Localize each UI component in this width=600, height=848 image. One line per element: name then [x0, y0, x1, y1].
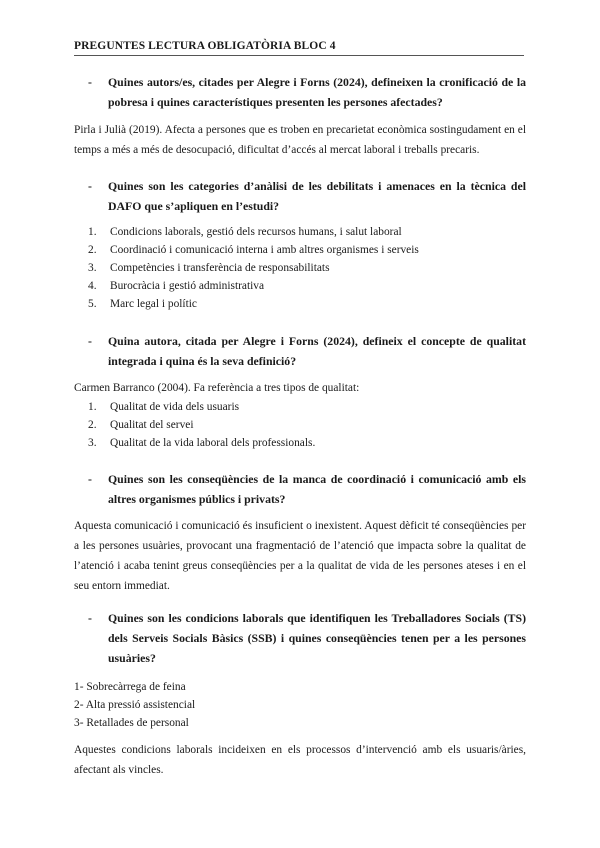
list-item — [88, 277, 528, 295]
list-item-text: Qualitat de la vida laboral dels professionals. — [110, 437, 316, 449]
question-2-text: Quines son les categories d’anàlisi de les debilitats i amenaces en la tècnica del DAFO que s’apliquen en l’estudi? — [108, 179, 526, 213]
question-3 — [88, 331, 526, 371]
list-item: 3- Retallades de personal — [74, 717, 189, 729]
list-item — [88, 398, 528, 416]
question-4-text: Quines son les conseqüències de la manca de coordinació i comunicació amb els altres organismes públics i privats? — [108, 472, 526, 506]
question-5-text: Quines son les condicions laborals que identifiquen les Treballadores Socials (TS) dels Serveis Socials Bàsics (SSB) i quines conseqüències tenen per a les persones usuàries? — [108, 611, 526, 665]
question-5-dash: - — [88, 611, 92, 625]
list-item-number: 5. — [88, 298, 97, 310]
list-item-text: Condicions laborals, gestió dels recursos humans, i salut laboral — [110, 226, 402, 238]
answer-3-intro: Carmen Barranco (2004). Fa referència a tres tipos de qualitat: — [74, 382, 360, 394]
answer-5-list — [74, 678, 195, 732]
list-item-number: 3. — [88, 437, 97, 449]
question-3-text: Quina autora, citada per Alegre i Forns (2024), defineix el concepte de qualitat integrada i quina és la seva definició? — [108, 334, 526, 368]
answer-3-list — [88, 398, 528, 452]
list-item — [88, 241, 528, 259]
list-item-text: Burocràcia i gestió administrativa — [110, 280, 265, 292]
question-5 — [88, 608, 526, 668]
list-item-text: Qualitat del servei — [110, 419, 194, 431]
answer-4: Aquesta comunicació i comunicació és insuficient o inexistent. Aquest dèficit té conseqüències per a les persones usuàries, provocant una fragmentació de l’atenció que impacta sobre la qualitat de l’atenció i acaba tenint greus conseqüències per a la qualitat de vida de les persones ateses i en el seu entorn immediat. — [74, 520, 526, 592]
list-item-number: 1. — [88, 401, 97, 413]
question-2 — [88, 176, 526, 216]
page-title: PREGUNTES LECTURA OBLIGATÒRIA BLOC 4 — [74, 40, 336, 52]
header-divider — [74, 55, 524, 56]
answer-1: Pirla i Julià (2019). Afecta a persones que es troben en precarietat econòmica sostingudament en el temps a més a més de desocupació, dificultat d’accés al mercat laboral i treballs precaris. — [74, 124, 526, 156]
list-item-number: 2. — [88, 244, 97, 256]
question-4-dash: - — [88, 472, 92, 486]
question-4 — [88, 469, 526, 509]
list-item-number: 1. — [88, 226, 97, 238]
list-item-number: 4. — [88, 280, 97, 292]
answer-2-list — [88, 223, 528, 313]
list-item-text: Coordinació i comunicació interna i amb altres organismes i serveis — [110, 244, 419, 256]
list-item-text: Qualitat de vida dels usuaris — [110, 401, 240, 413]
list-item — [88, 434, 528, 452]
list-item: 2- Alta pressió assistencial — [74, 699, 196, 711]
list-item-number: 2. — [88, 419, 97, 431]
question-1 — [88, 72, 526, 112]
list-item: 1- Sobrecàrrega de feina — [74, 681, 186, 693]
list-item-number: 3. — [88, 262, 97, 274]
question-1-text: Quines autors/es, citades per Alegre i Forns (2024), defineixen la cronificació de la pobresa i quines característiques presenten les persones afectades? — [108, 75, 526, 109]
list-item-text: Marc legal i polític — [110, 298, 197, 310]
list-item-text: Competències i transferència de responsabilitats — [110, 262, 330, 274]
answer-5: Aquestes condicions laborals incideixen en els processos d’intervenció amb els usuaris/àries, afectant als vincles. — [74, 744, 526, 776]
list-item — [88, 223, 528, 241]
question-2-dash: - — [88, 179, 92, 193]
question-1-dash: - — [88, 75, 92, 89]
list-item — [88, 416, 528, 434]
question-3-dash: - — [88, 334, 92, 348]
list-item — [88, 295, 528, 313]
list-item — [88, 259, 528, 277]
